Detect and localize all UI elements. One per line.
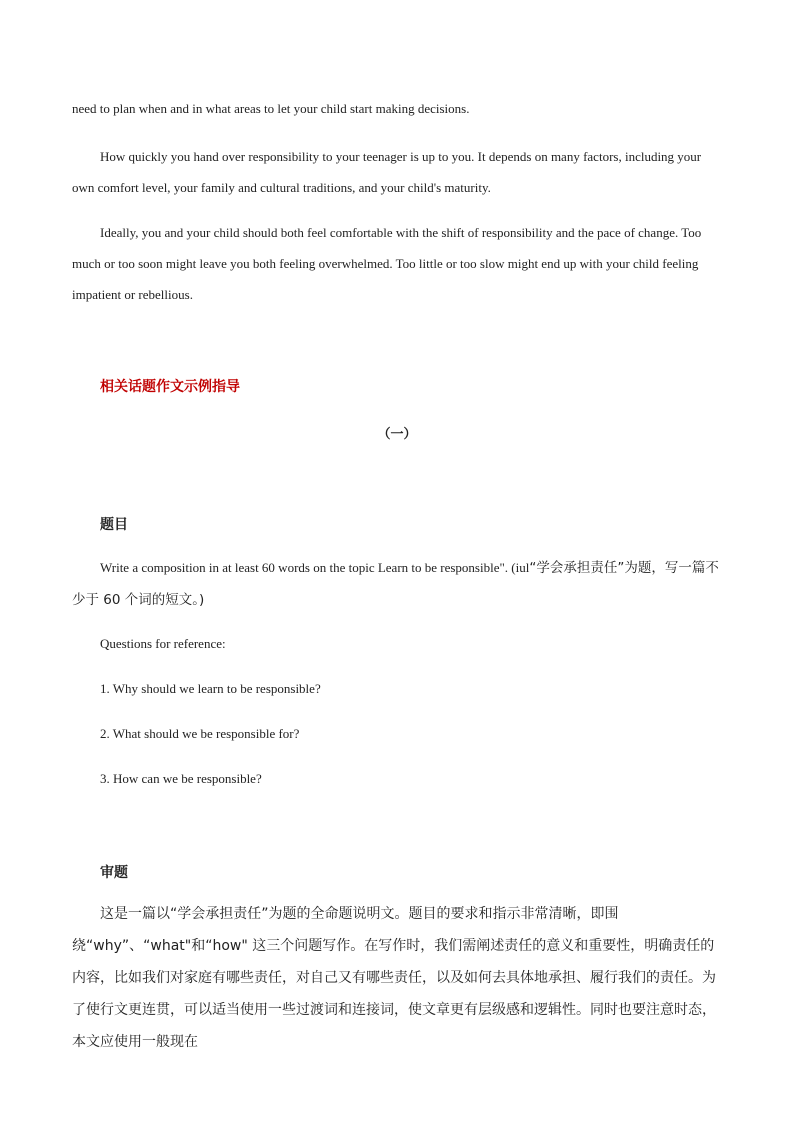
question-3: 3. How can we be responsible? xyxy=(100,771,262,786)
question-1: 1. Why should we learn to be responsible? xyxy=(100,681,321,696)
passage-paragraph-2: How quickly you hand over responsibility to your teenager is up to you. It depends on many factors, including your own comfort level, your family and cultural traditions, and your child's maturity. xyxy=(72,149,702,195)
review-paragraph: 这是一篇以“学会承担责任”为题的全命题说明文。题目的要求和指示非常清晰，即围绕“why”、“what"和“how" 这三个问题写作。在写作时，我们需阐述责任的意义和重要性，明确责任的内容，比如我们对家庭有哪些责任，对自己又有哪些责任，以及如何去具体地承担、履行我们的责任。为了使行文更连贯，可以适当使用一些过渡词和连接词，使文章更有层级感和逻辑性。同时也要注意时态，本文应使用一般现在 xyxy=(72,906,716,1050)
passage-line-1: need to plan when and in what areas to let your child start making decisions. xyxy=(72,101,470,116)
topic-heading: 题目 xyxy=(100,517,128,533)
question-2: 2. What should we be responsible for? xyxy=(100,726,300,741)
topic-prompt xyxy=(72,552,722,616)
topic-prompt-en: Write a composition in at least 60 words on the topic Learn to be responsible". (iul xyxy=(100,560,530,575)
reference-label: Questions for reference: xyxy=(100,636,226,651)
topic-prompt-cn: “学会承担责任”为题，写一篇不少于 60 个词的短文。) xyxy=(72,560,719,608)
review-heading: 审题 xyxy=(100,865,128,881)
section-title: 相关话题作文示例指导 xyxy=(100,379,240,395)
part-label: （一） xyxy=(377,427,417,442)
passage-paragraph-3: Ideally, you and your child should both feel comfortable with the shift of responsibility and the pace of change. Too much or too soon might leave you both feeling overwhelmed. Too little or too slow might end up with your child feeling impatient or rebellious. xyxy=(72,225,702,302)
